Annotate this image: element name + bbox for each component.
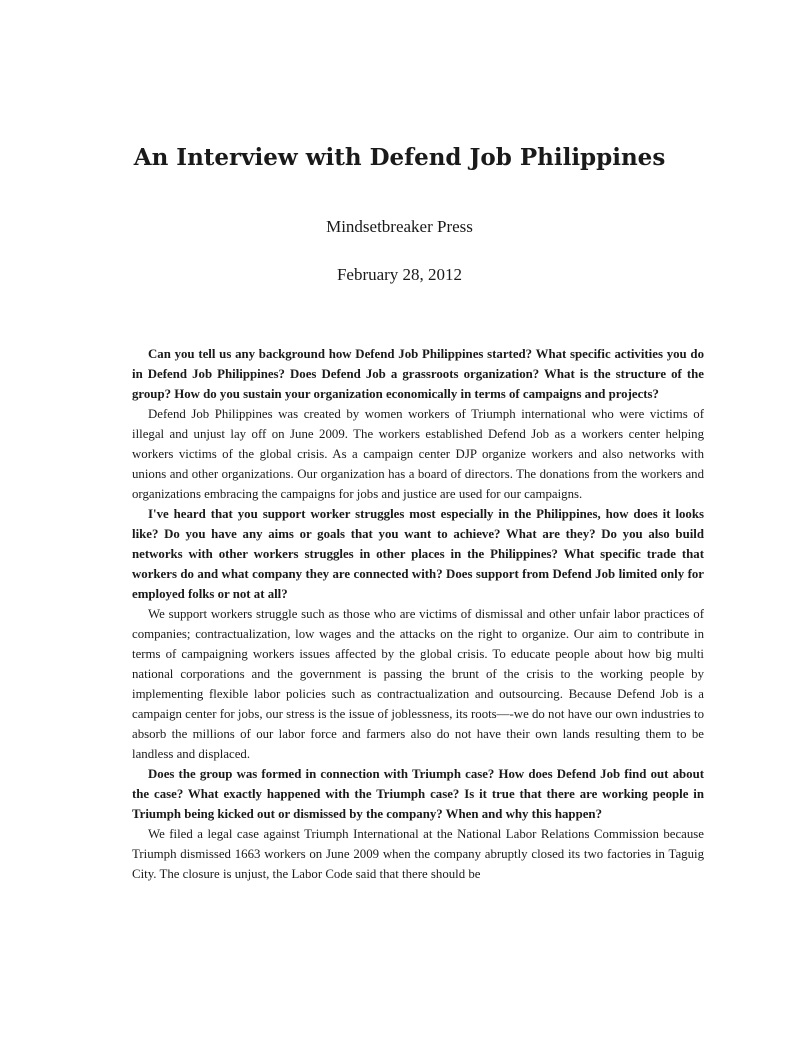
document-author: Mindsetbreaker Press xyxy=(326,217,473,236)
document-date: February 28, 2012 xyxy=(336,265,463,284)
interview-question: Can you tell us any background how Defend Job Philippines started? What specific activities you do in Defend Job Philippines? Does Defend Job a grassroots organization? What is the structure of the group? How do you sustain your organization economically in terms of campaigns and projects? xyxy=(132,347,704,401)
interview-body xyxy=(132,344,704,884)
interview-answer: We filed a legal case against Triumph International at the National Labor Relations Commission because Triumph dismissed 1663 workers on June 2009 when the company abruptly closed its two factories in Taguig City. The closure is unjust, the Labor Code said that there should be xyxy=(132,827,704,881)
interview-answer: Defend Job Philippines was created by women workers of Triumph international who were victims of illegal and unjust lay off on June 2009. The workers established Defend Job as a workers center helping workers victims of the global crisis. As a campaign center DJP organize workers and also networks with unions and other organizations. Our organization has a board of directors. The donations from the workers and organizations embracing the campaigns for jobs and justice are used for our campaigns. xyxy=(132,407,704,501)
document-title: An Interview with Defend Job Philippines xyxy=(133,144,666,171)
interview-question: I've heard that you support worker struggles most especially in the Philippines, how does it looks like? Do you have any aims or goals that you want to achieve? What are they? Do you also build networks with other workers struggles in other places in the Philippines? What specific trade that workers do and what company they are connected with? Does support from Defend Job limited only for employed folks or not at all? xyxy=(132,507,704,601)
interview-answer: We support workers struggle such as those who are victims of dismissal and other unfair labor practices of companies; contractualization, low wages and the attacks on the right to organize. Our aim to contribute in terms of campaigning workers issues affected by the global crisis. To educate people about how big multi national corporations and the government is passing the brunt of the crisis to the working people by implementing flexible labor policies such as contractualization and outsourcing. Because Defend Job is a campaign center for jobs, our stress is the issue of joblessness, its roots—-we do not have our own industries to absorb the millions of our labor force and farmers also do not have their own lands resulting them to be landless and displaced. xyxy=(132,607,704,761)
interview-question: Does the group was formed in connection with Triumph case? How does Defend Job find out about the case? What exactly happened with the Triumph case? Is it true that there are working people in Triumph being kicked out or dismissed by the company? When and why this happen? xyxy=(132,767,704,821)
